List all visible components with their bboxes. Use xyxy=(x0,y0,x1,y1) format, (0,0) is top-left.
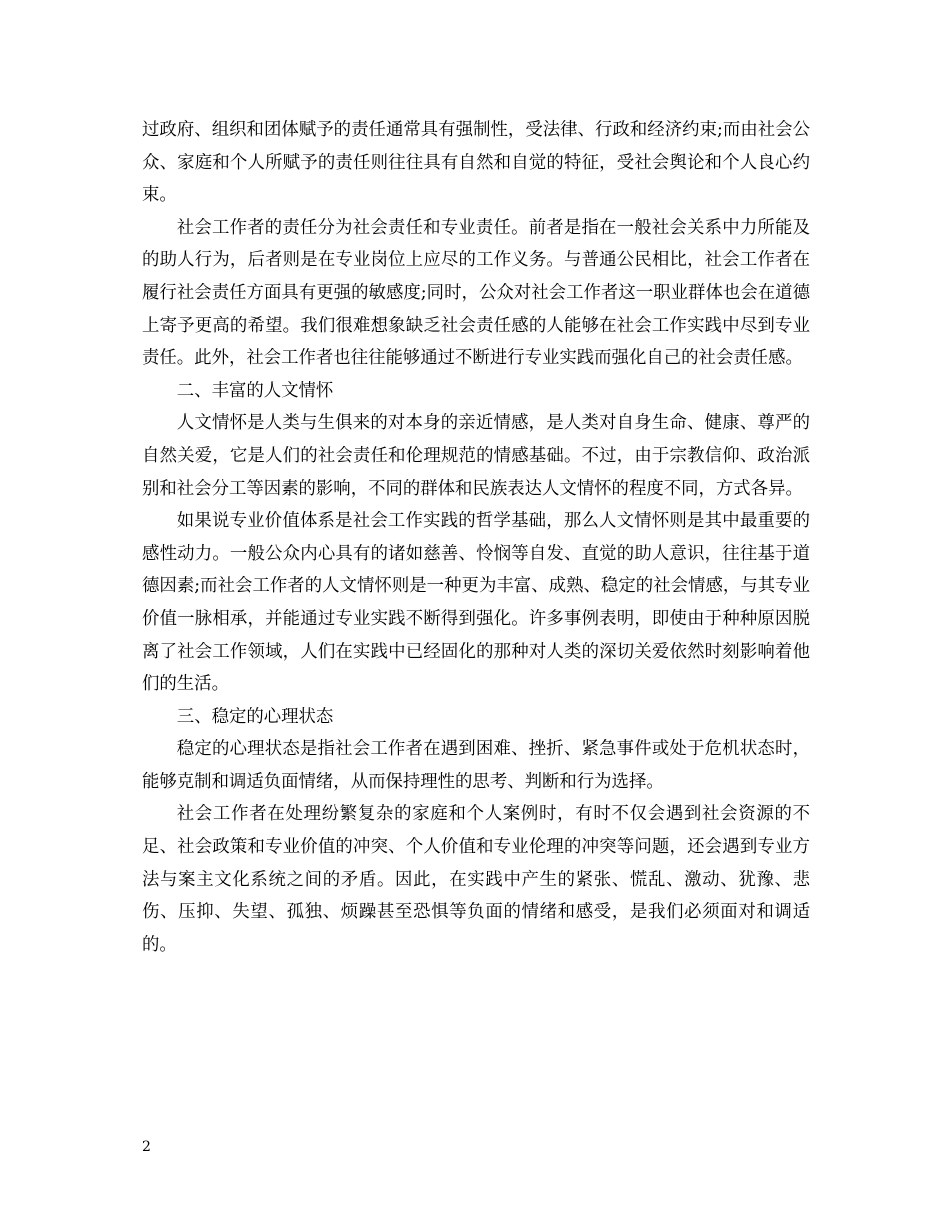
document-body xyxy=(142,114,810,961)
paragraph-humanistic-definition: 人文情怀是人类与生俱来的对本身的亲近情感，是人类对自身生命、健康、尊严的自然关爱，它是人们的社会责任和伦理规范的情感基础。不过，由于宗教信仰、政治派别和社会分工等因素的影响，不同的群体和民族表达人文情怀的程度不同，方式各异。 xyxy=(142,413,810,499)
section-heading-humanistic-care: 二、丰富的人文情怀 xyxy=(176,380,334,401)
paragraph-humanistic-motivation: 如果说专业价值体系是社会工作实践的哲学基础，那么人文情怀则是其中最重要的感性动力。一般公众内心具有的诸如慈善、怜悯等自发、直觉的助人意识，往往基于道德因素;而社会工作者的人文情怀则是一种更为丰富、成熟、稳定的社会情感，与其专业价值一脉相承，并能通过专业实践不断得到强化。许多事例表明，即使由于种种原因脱离了社会工作领域，人们在实践中已经固化的那种对人类的深切关爱依然时刻影响着他们的生活。 xyxy=(142,511,810,695)
page-number: 2 xyxy=(142,1139,151,1155)
paragraph-continuation: 过政府、组织和团体赋予的责任通常具有强制性，受法律、行政和经济约束;而由社会公众、家庭和个人所赋予的责任则往往具有自然和自觉的特征，受社会舆论和个人良心约束。 xyxy=(142,120,810,206)
paragraph-responsibility: 社会工作者的责任分为社会责任和专业责任。前者是指在一般社会关系中力所能及的助人行为，后者则是在专业岗位上应尽的工作义务。与普通公民相比，社会工作者在履行社会责任方面具有更强的敏感度;同时，公众对社会工作者这一职业群体也会在道德上寄予更高的希望。我们很难想象缺乏社会责任感的人能够在社会工作实践中尽到专业责任。此外，社会工作者也往往能够通过不断进行专业实践而强化自己的社会责任感。 xyxy=(142,217,810,369)
paragraph-stable-mind-challenges: 社会工作者在处理纷繁复杂的家庭和个人案例时，有时不仅会遇到社会资源的不足、社会政策和专业价值的冲突、个人价值和专业伦理的冲突等问题，还会遇到专业方法与案主文化系统之间的矛盾。因此，在实践中产生的紧张、慌乱、激动、犹豫、悲伤、压抑、失望、孤独、烦躁甚至恐惧等负面的情绪和感受，是我们必须面对和调适的。 xyxy=(142,804,810,955)
paragraph-stable-mind-definition: 稳定的心理状态是指社会工作者在遇到困难、挫折、紧急事件或处于危机状态时，能够克制和调适负面情绪，从而保持理性的思考、判断和行为选择。 xyxy=(142,739,810,792)
section-heading-stable-mind: 三、稳定的心理状态 xyxy=(176,706,334,727)
